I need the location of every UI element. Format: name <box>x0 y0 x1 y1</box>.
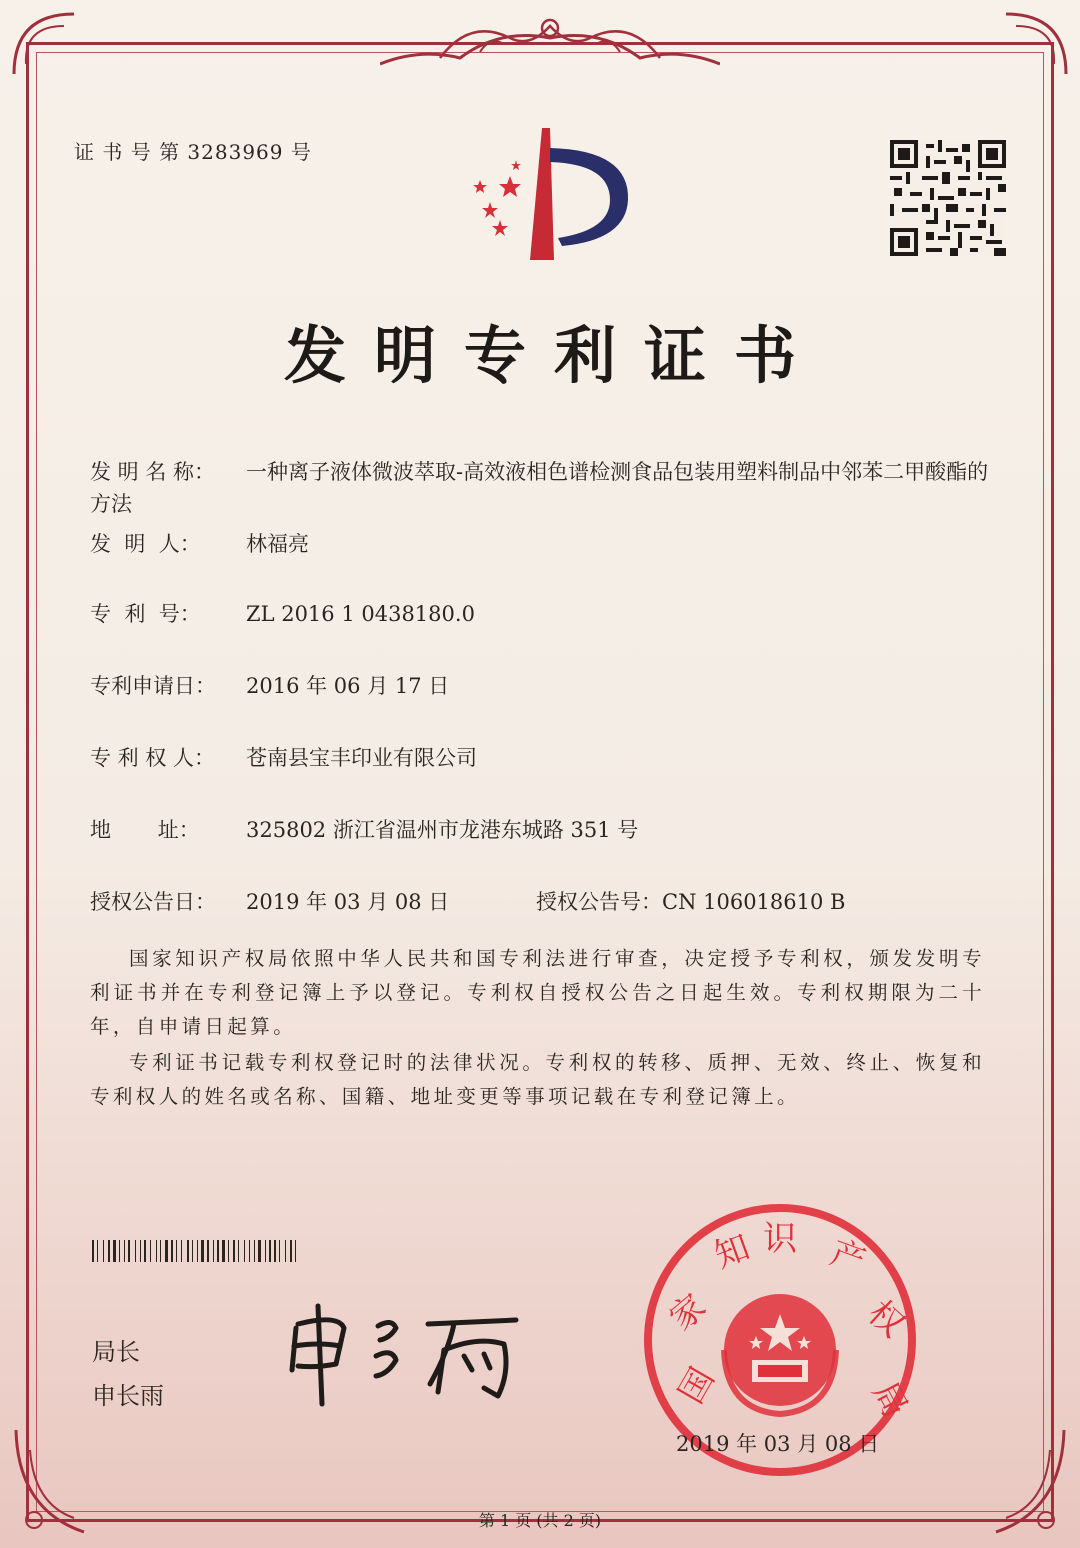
statement-paragraph-2: 专利证书记载专利权登记时的法律状况。专利权的转移、质押、无效、终止、恢复和专利权人的姓名或名称、国籍、地址变更等事项记载在专利登记簿上。 <box>90 1051 985 1108</box>
grant-date-value: 2019 年 03 月 08 日 <box>246 890 450 914</box>
field-address <box>90 814 638 846</box>
qr-code <box>890 140 1006 256</box>
application-date-value: 2016 年 06 月 17 日 <box>246 674 450 698</box>
seal-char-3: 知 <box>709 1227 756 1277</box>
top-ornament <box>380 8 720 74</box>
address-value: 325802 浙江省温州市龙港东城路 351 号 <box>246 818 639 842</box>
patentee-label: 专 利 权 人： <box>90 746 216 770</box>
field-patentee <box>90 742 477 774</box>
director-title: 局长 <box>92 1338 140 1366</box>
grant-number-value: CN 106018610 B <box>662 890 846 914</box>
seal-char-5: 产 <box>824 1232 871 1283</box>
patent-number-value: ZL 2016 1 0438180.0 <box>246 602 475 626</box>
seal-char-1: 国 <box>671 1361 723 1411</box>
field-application-date <box>90 670 449 702</box>
grant-number-label: 授权公告号： <box>536 890 662 914</box>
seal-char-2: 家 <box>662 1286 714 1339</box>
seal-char-6: 权 <box>859 1292 913 1346</box>
grant-date-label: 授权公告日： <box>90 890 216 914</box>
patent-number-label: 专 利 号： <box>90 602 201 626</box>
address-label: 地 址： <box>90 818 200 842</box>
field-grant-number <box>536 886 845 918</box>
certificate-title: 发明专利证书 <box>283 319 824 392</box>
director-signature <box>278 1292 538 1422</box>
invention-name-value: 一种离子液体微波萃取-高效液相色谱检测食品包装用塑料制品中邻苯二甲酸酯的方法 <box>90 460 989 516</box>
seal-char-7: 局 <box>864 1375 916 1425</box>
director-name: 申长雨 <box>92 1382 164 1410</box>
field-invention-name <box>90 456 990 520</box>
inventor-value: 林福亮 <box>246 532 309 556</box>
page-number: 第 1 页 (共 2 页) <box>478 1511 602 1530</box>
invention-name-label: 发 明 名 称： <box>90 460 216 484</box>
patentee-value: 苍南县宝丰印业有限公司 <box>246 746 477 770</box>
field-patent-number <box>90 598 475 630</box>
field-grant-date <box>90 886 449 918</box>
certificate-number: 证 书 号 第 3283969 号 <box>74 140 312 164</box>
barcode <box>92 1240 392 1262</box>
corner-ornament-top-right <box>996 4 1076 84</box>
application-date-label: 专利申请日： <box>90 674 216 698</box>
field-inventor <box>90 528 309 560</box>
cnipa-logo <box>450 120 640 270</box>
inventor-label: 发 明 人： <box>90 532 201 556</box>
seal-date: 2019 年 03 月 08 日 <box>676 1432 880 1456</box>
seal-char-4: 识 <box>763 1219 797 1259</box>
corner-ornament-top-left <box>4 4 84 84</box>
statement-paragraph-1: 国家知识产权局依照中华人民共和国专利法进行审查，决定授予专利权，颁发发明专利证书并在专利登记簿上予以登记。专利权自授权公告之日起生效。专利权期限为二十年，自申请日起算。 <box>90 947 985 1038</box>
